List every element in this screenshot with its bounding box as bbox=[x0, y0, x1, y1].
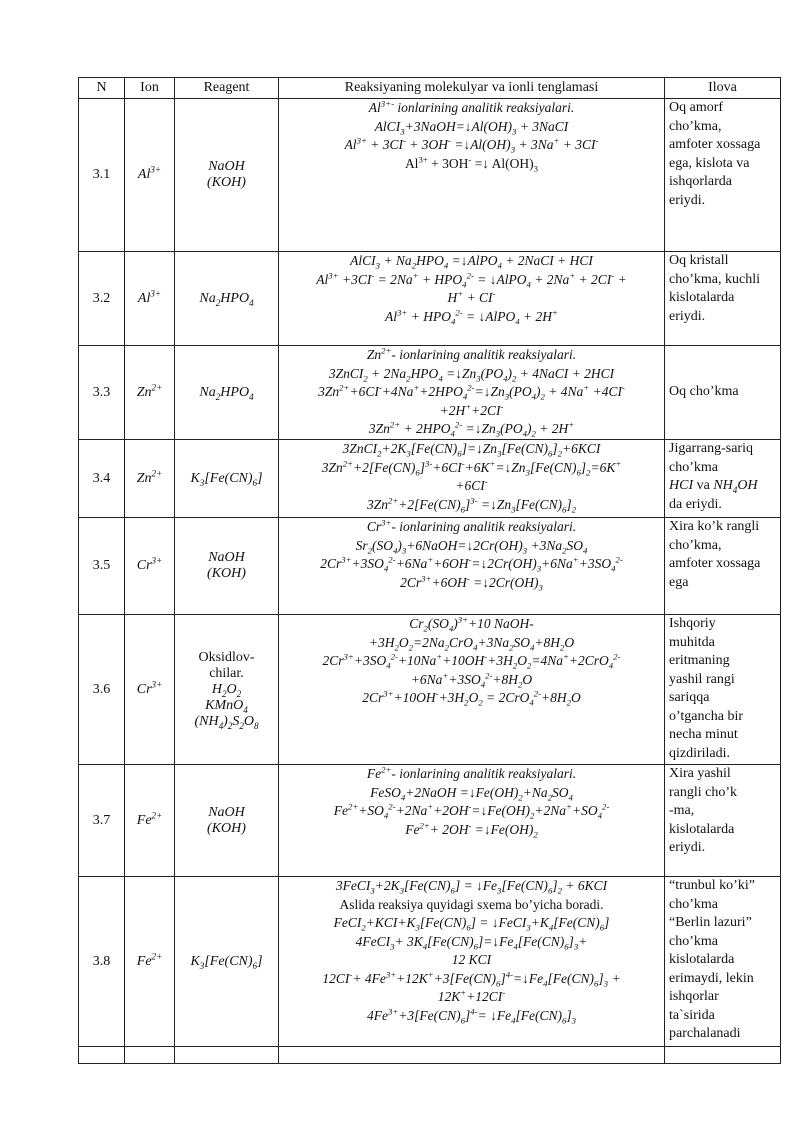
note-line: amfoter xossaga bbox=[669, 137, 761, 152]
equation-line: $+3H_2O_2=2Na_2CrO_4+3Na_2SO_4+8H_2O$ bbox=[368, 634, 575, 653]
note-cell bbox=[665, 518, 781, 615]
table-row bbox=[79, 440, 781, 518]
equation-cell bbox=[279, 518, 665, 615]
reagent-cell: NaOH (KOH) bbox=[175, 518, 279, 615]
note-line: “Berlin lazuri” bbox=[669, 915, 752, 930]
table-row bbox=[79, 346, 781, 440]
note-line: o’tgancha bir bbox=[669, 708, 743, 724]
equation-line: $3ZnCI_2+2K_3[Fe(CN)_6]=↓Zn_3[Fe(CN)_6]_2+6KCI$ bbox=[342, 441, 601, 459]
equation-line: 12 KCI bbox=[451, 952, 492, 967]
equation-line: $2Cr^{3+}+10OH^-+3H_2O_2 = 2CrO_4^{2-}+8H_2O$ bbox=[362, 688, 581, 708]
note-line: Oq amorf bbox=[669, 100, 724, 115]
reagent-cell: NaOH (KOH) bbox=[175, 99, 279, 252]
table-row bbox=[79, 877, 781, 1047]
equation-line: H+ + CI- bbox=[447, 288, 496, 305]
note-line: “trunbul ko’ki” bbox=[669, 878, 755, 893]
note-line: ega, kislota va bbox=[669, 155, 750, 171]
reagent-cell: $K_3[Fe(CN)_6]$ bbox=[175, 877, 279, 1047]
equation-line: $3Zn^{2+} + 2HPO_4^{2-}$ $=↓Zn_3(PO_4)_2 + 2H^+$ bbox=[368, 419, 575, 439]
row-number: 3.1 bbox=[79, 99, 125, 252]
equation-cell bbox=[279, 440, 665, 518]
header-note: Ilova bbox=[665, 78, 781, 99]
ion-cell: $Al^{3+}$ bbox=[125, 252, 175, 346]
equation-line: Aslida reaksiya quyidagi sxema bo’yicha boradi. bbox=[339, 896, 604, 912]
note-line: ta`sirida bbox=[669, 1007, 715, 1023]
equation-line: $3FeCI_3+2K_3[Fe(CN)_6]$ = $↓Fe_3[Fe(CN)_6]_2 + 6KCI$ bbox=[335, 878, 608, 896]
row-number: 3.6 bbox=[79, 615, 125, 765]
reagent-cell: $K_3[Fe(CN)_6]$ bbox=[175, 440, 279, 518]
note-line: Jigarrang-sariq bbox=[669, 441, 753, 456]
equation-line: $Cr_2(SO_4)^{3+}+10$ NaOH- bbox=[409, 614, 534, 634]
equation-line: $2Cr^{3+}+3SO_4^{2-}+6Na^++6OH^-=↓2Cr(OH)_3+6Na^++3SO_4^{2-}$ bbox=[320, 554, 623, 574]
equation-cell bbox=[279, 765, 665, 877]
note-line: cho’kma bbox=[669, 896, 718, 912]
table-row bbox=[79, 99, 781, 252]
note-line: cho’kma, bbox=[669, 118, 722, 134]
equation-line: $4Fe^{3+}+3[Fe(CN)_6]^{4-}=$ $↓Fe_4[Fe(CN)_6]_3$ bbox=[366, 1006, 577, 1026]
ion-cell: $Cr^{3+}$ bbox=[125, 615, 175, 765]
equation-cell bbox=[279, 252, 665, 346]
empty-cell bbox=[665, 1047, 781, 1064]
empty-cell bbox=[175, 1047, 279, 1064]
equation-line: $+6Na^++3SO_4^{2-}+8H_2O$ bbox=[410, 670, 533, 690]
note-line: -ma, bbox=[669, 803, 695, 818]
table-row bbox=[79, 615, 781, 765]
note-line: HCI va $NH_4OH$ bbox=[669, 478, 758, 495]
equation-line: +6CI- bbox=[455, 476, 488, 493]
equation-line: $12CI^-+ 4Fe^{3+}+12K^++3[Fe(CN)_6]^{4-}=↓Fe_4[Fe(CN)_6]_3$ + bbox=[322, 969, 621, 989]
table-row bbox=[79, 518, 781, 615]
header-equation: Reaksiyaning molekulyar va ionli tenglamasi bbox=[279, 78, 665, 99]
equation-line: $FeCI_2+KCI+K_3[Fe(CN)_6]$ = $↓FeCI_3+K_4[Fe(CN)_6]$ bbox=[333, 915, 610, 933]
reactions-table bbox=[78, 77, 781, 1064]
note-line: parchalanadi bbox=[669, 1026, 741, 1041]
equation-line: $Al^{3+} + HPO_4^{2-}$ = ↓AlPO$_4$ + 2H+ bbox=[385, 307, 558, 327]
equation-line: $3Zn^{2+}+2[Fe(CN)_6]^{3-}$ $=↓Zn_3[Fe(CN)_6]_2$ bbox=[366, 495, 577, 515]
note-cell bbox=[665, 615, 781, 765]
note-line: eriydi. bbox=[669, 840, 706, 855]
equation-line: $Fe^{2+}-$ ionlarining analitik reaksiyalari. bbox=[366, 764, 577, 781]
equation-line: $AlCI_3+3NaOH=↓Al(OH)_3$ + 3NaCI bbox=[374, 118, 569, 137]
row-number: 3.4 bbox=[79, 440, 125, 518]
note-cell bbox=[665, 765, 781, 877]
note-line: da eriydi. bbox=[669, 496, 722, 512]
equation-line: $Al^{3+} + 3CI^- + 3OH^-$ $=↓Al(OH)_3 + 3Na^+ + 3CI^-$ bbox=[344, 135, 599, 155]
equation-line: $Zn^{2+}-$ ionlarining analitik reaksiyalari. bbox=[366, 345, 577, 362]
equation-line: $2Cr^{3+}+6OH^-$ $=↓2Cr(OH)_3$ bbox=[400, 573, 543, 593]
note-line: cho’kma bbox=[669, 459, 718, 475]
empty-cell bbox=[125, 1047, 175, 1064]
equation-line: FeSO$_4$+2NaOH $=↓Fe(OH)_2+Na_2SO_4$ bbox=[370, 784, 573, 803]
note-line: eriydi. bbox=[669, 308, 706, 324]
note-line: eriydi. bbox=[669, 192, 706, 208]
note-line: muhitda bbox=[669, 634, 715, 650]
header-ion: Ion bbox=[125, 78, 175, 99]
ion-cell: $Cr^{3+}$ bbox=[125, 518, 175, 615]
header-reagent: Reagent bbox=[175, 78, 279, 99]
equation-line: 4FeCI$_3$+ $3K_4[Fe(CN)_6]=↓Fe_4[Fe(CN)_6]_3+$ bbox=[355, 933, 588, 952]
equation-line: $Fe^{2+}+SO_4^{2-}+2Na^++2OH^-=↓Fe(OH)_2+2Na^++SO_4^{2-}$ bbox=[333, 801, 610, 821]
ion-cell: $Zn^{2+}$ bbox=[125, 440, 175, 518]
table-row bbox=[79, 765, 781, 877]
row-number: 3.8 bbox=[79, 877, 125, 1047]
equation-line: $2Cr^{3+}+3SO_4^{2-}+10Na^++10OH^-+3H_2O_2=4Na^++2CrO_4^{2-}$ bbox=[322, 651, 621, 671]
note-line: Oq cho’kma bbox=[669, 384, 739, 400]
empty-cell bbox=[79, 1047, 125, 1064]
note-line: cho’kma bbox=[669, 933, 718, 949]
note-line: necha minut bbox=[669, 727, 738, 742]
note-line: ishqorlarda bbox=[669, 174, 732, 189]
row-number: 3.3 bbox=[79, 346, 125, 440]
note-cell bbox=[665, 346, 781, 440]
reagent-cell: $Na_2HPO_4$ bbox=[175, 252, 279, 346]
note-line: ishqorlar bbox=[669, 989, 719, 1004]
note-line: yashil rangi bbox=[669, 671, 735, 687]
note-line: Xira yashil bbox=[669, 766, 731, 781]
empty-row bbox=[79, 1047, 781, 1064]
note-line: kislotalarda bbox=[669, 952, 735, 967]
equation-line: $Cr^{3+}-$ ionlarining analitik reaksiyalari. bbox=[366, 517, 577, 534]
note-line: kislotalarda bbox=[669, 821, 735, 837]
equation-line: +2H++2CI- bbox=[439, 401, 504, 418]
row-number: 3.2 bbox=[79, 252, 125, 346]
note-line: ega bbox=[669, 574, 689, 590]
equation-line: $Sr_2(SO_4)_3+6NaOH=↓2Cr(OH)_3 +3Na_2SO_4$ bbox=[355, 537, 588, 556]
equation-line: 12K++12CI- bbox=[437, 987, 506, 1004]
equation-cell bbox=[279, 615, 665, 765]
row-number: 3.5 bbox=[79, 518, 125, 615]
note-line: eritmaning bbox=[669, 653, 730, 668]
note-line: Ishqoriy bbox=[669, 616, 716, 631]
note-cell bbox=[665, 252, 781, 346]
note-cell bbox=[665, 877, 781, 1047]
note-line: sariqqa bbox=[669, 690, 710, 705]
note-line: cho’kma, kuchli bbox=[669, 271, 760, 287]
note-line: amfoter xossaga bbox=[669, 556, 761, 571]
ion-cell: $Fe^{2+}$ bbox=[125, 765, 175, 877]
equation-line: $3Zn^{2+}+2[Fe(CN)_6]^{3-}+6CI^-+6K^+=↓Zn_3[Fe(CN)_6]_2=6K^+$ bbox=[321, 458, 622, 478]
note-line: qizdiriladi. bbox=[669, 745, 731, 761]
equation-line: 3ZnCI$_2$ + $2Na_2HPO_4$ $=↓Zn_3(PO_4)_2$ + 4NaCI + 2HCI bbox=[328, 365, 615, 384]
note-line: Oq kristall bbox=[669, 253, 729, 268]
reagent-cell: Oksidlov- chilar. $H_2O_2$ KMnO$_4$ $(NH_4)_2S_2O_8$ bbox=[175, 615, 279, 765]
reagent-cell: NaOH (KOH) bbox=[175, 765, 279, 877]
note-cell bbox=[665, 99, 781, 252]
equation-line: $Fe^{2+}+ 2OH^-$ $=↓Fe(OH)_2$ bbox=[405, 820, 538, 840]
ion-cell: $Al^{3+}$ bbox=[125, 99, 175, 252]
equation-line: $Al^{3+-}$ ionlarining analitik reaksiyalari. bbox=[368, 98, 575, 115]
equation-line: AlCI$_3$ + $Na_2HPO_4$ =↓AlPO$_4$ + 2NaCI + HCI bbox=[350, 253, 593, 271]
equation-cell bbox=[279, 346, 665, 440]
note-line: kislotalarda bbox=[669, 290, 735, 305]
equation-line: $3Zn^{2+}+6CI^-+4Na^++2HPO_4^{2-}=↓Zn_3(PO_4)_2 + 4Na^+ +4CI^-$ bbox=[318, 382, 625, 402]
header-n: N bbox=[79, 78, 125, 99]
header-row bbox=[79, 78, 781, 99]
table-row bbox=[79, 252, 781, 346]
equation-cell bbox=[279, 877, 665, 1047]
note-line: cho’kma, bbox=[669, 537, 722, 553]
reagent-cell: $Na_2HPO_4$ bbox=[175, 346, 279, 440]
note-cell bbox=[665, 440, 781, 518]
empty-cell bbox=[279, 1047, 665, 1064]
note-line: Xira ko’k rangli bbox=[669, 519, 760, 534]
note-line: erimaydi, lekin bbox=[669, 970, 754, 986]
ion-cell: $Fe^{2+}$ bbox=[125, 877, 175, 1047]
equation-line: $Al^{3+} + 3OH^-$ =↓ $Al(OH)_3$ bbox=[404, 154, 539, 174]
equation-cell bbox=[279, 99, 665, 252]
note-line: rangli cho’k bbox=[669, 784, 738, 800]
equation-line: $Al^{3+} +3CI^- = 2Na^+ + HPO_4^{2-}$ = ↓AlPO$_4$ + 2Na+ + 2CI- + bbox=[316, 270, 627, 290]
row-number: 3.7 bbox=[79, 765, 125, 877]
ion-cell: $Zn^{2+}$ bbox=[125, 346, 175, 440]
